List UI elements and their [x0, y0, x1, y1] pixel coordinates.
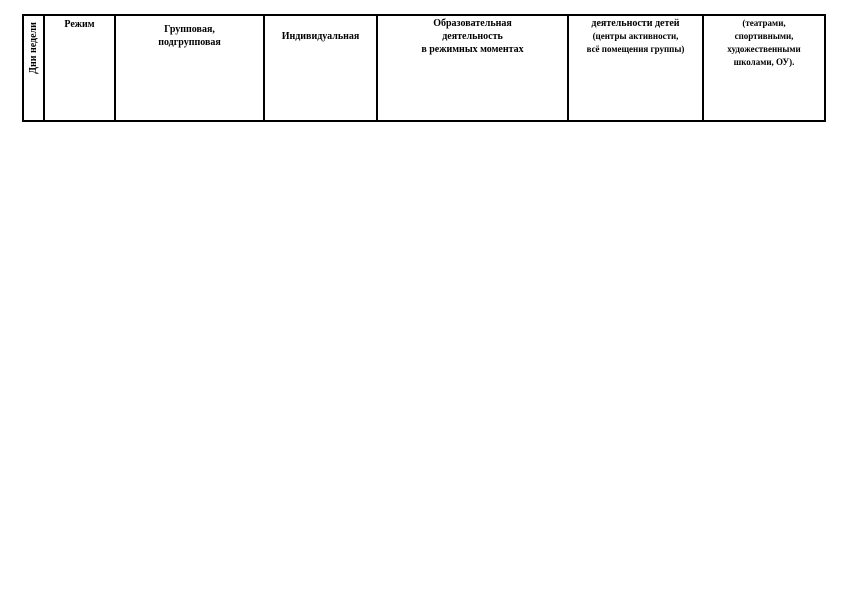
header-educational-line-2: деятельность [442, 31, 503, 42]
header-activity-line-1: деятельности детей [591, 18, 680, 29]
header-cell-activity [568, 15, 703, 121]
header-group-text [116, 16, 263, 49]
header-partners-line-1: (театрами, [742, 18, 786, 28]
header-educational-line-1: Образовательная [433, 18, 512, 29]
header-partners-line-3: художественными [727, 44, 801, 54]
header-group-line-2: подгрупповая [158, 37, 221, 48]
plan-table [22, 14, 826, 122]
header-activity-text [569, 16, 702, 56]
header-group-line-1: Групповая, [164, 24, 215, 35]
header-partners-line-4: школами, ОУ). [733, 57, 795, 67]
header-day-label: Дни недели [28, 22, 39, 74]
header-cell-day [23, 15, 44, 121]
header-educational-text [378, 16, 567, 56]
header-regime-label: Режим [64, 19, 95, 30]
header-activity-line-2: (центры активности, [592, 31, 679, 41]
header-cell-group [115, 15, 264, 121]
header-partners-line-2: спортивными, [734, 31, 794, 41]
header-activity-line-3: всё помещения группы) [586, 44, 685, 54]
header-cell-individual [264, 15, 377, 121]
table-header-row [23, 15, 825, 121]
header-cell-regime [44, 15, 115, 121]
header-partners-text [704, 16, 824, 69]
header-cell-educational [377, 15, 568, 121]
header-educational-line-3: в режимных моментах [421, 44, 524, 55]
header-cell-partners [703, 15, 825, 121]
header-individual-label: Индивидуальная [281, 31, 360, 42]
